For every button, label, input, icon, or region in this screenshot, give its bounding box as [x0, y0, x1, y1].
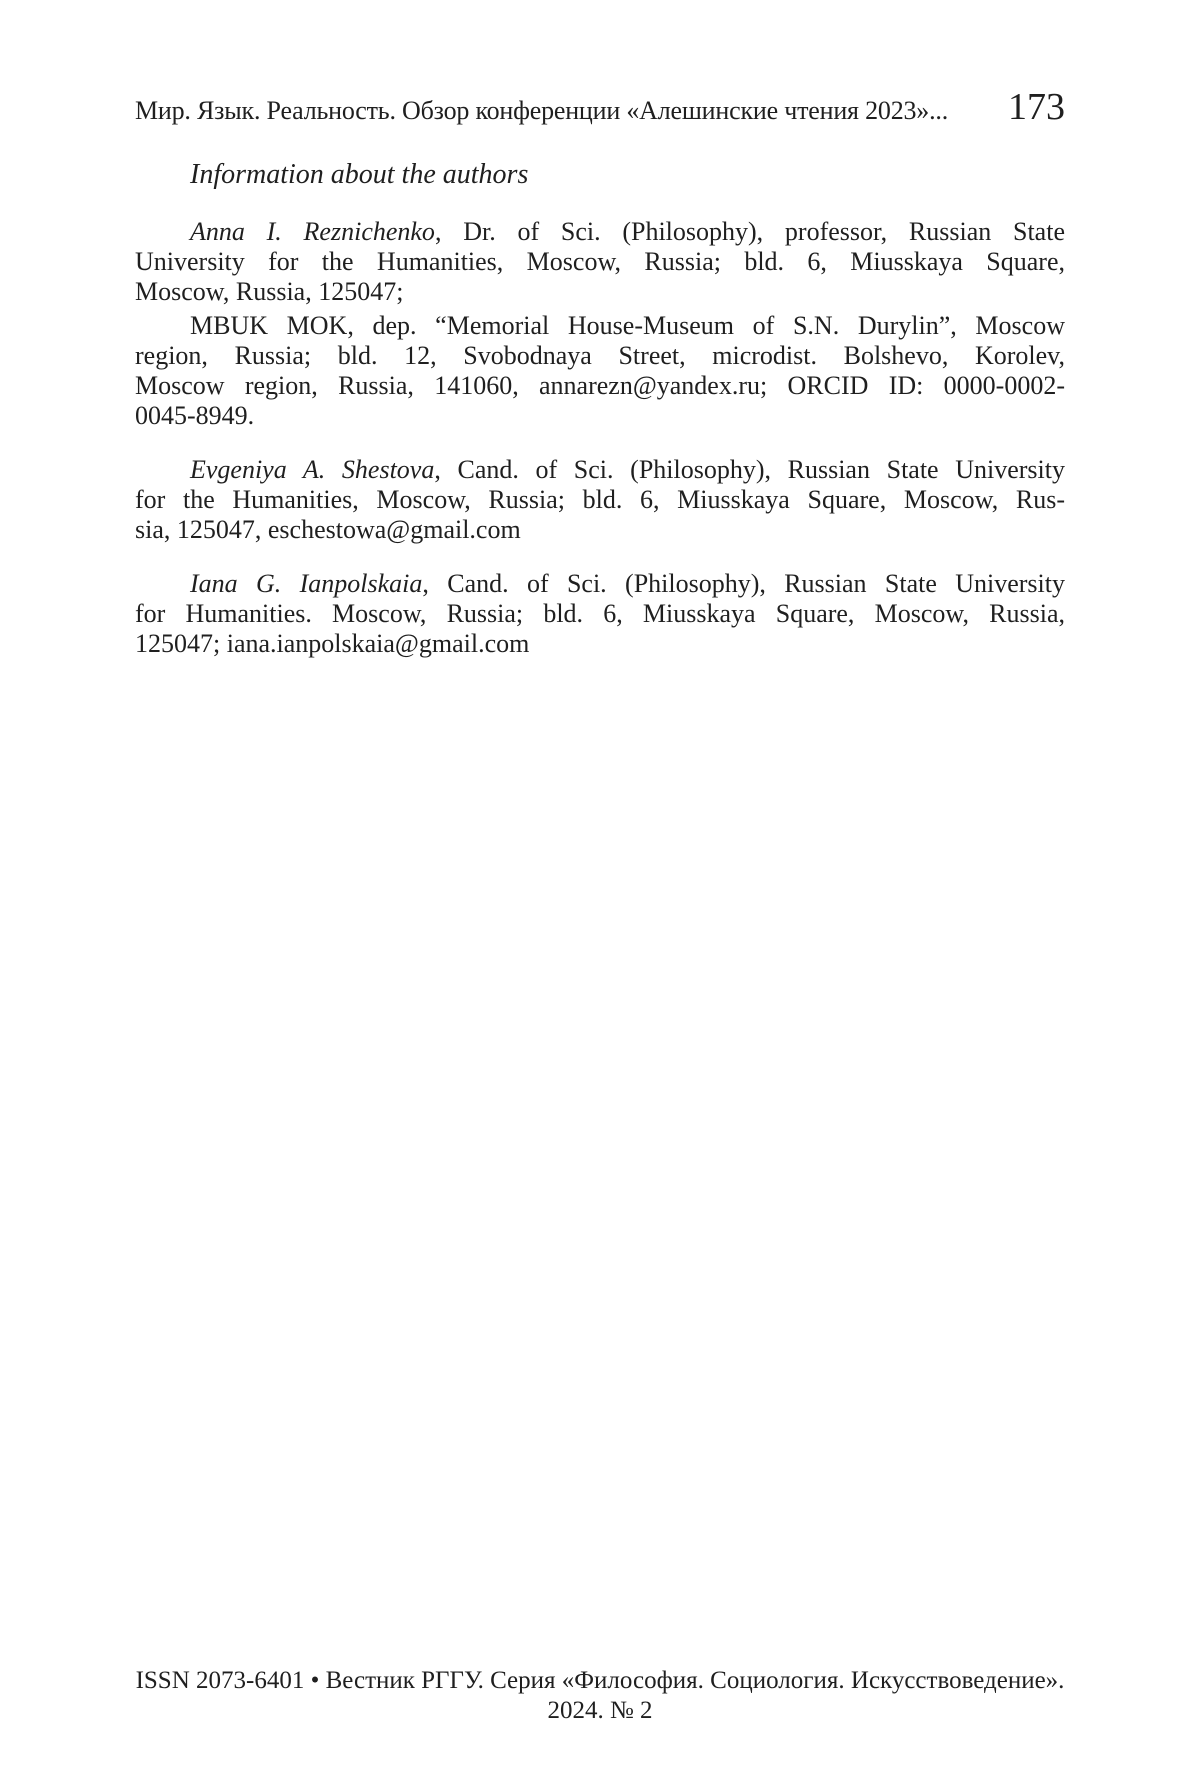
- running-title: Мир. Язык. Реальность. Обзор конференции «Алешинские чтения 2023»...: [135, 96, 949, 125]
- page-header: [135, 85, 1065, 129]
- page-number: 173: [1008, 86, 1065, 128]
- section-title: Information about the authors: [190, 159, 529, 190]
- text-line: 125047; iana.ianpolskaia@gmail.com: [135, 629, 530, 658]
- authors-section: [135, 217, 1065, 659]
- text-line: Moscow region, Russia, 141060, annarezn@yandex.ru; ORCID ID: 0000-0002-: [135, 371, 1065, 400]
- author-first-line-rest: , Cand. of Sci. (Philosophy), Russian State University: [422, 569, 1065, 598]
- page-footer: [135, 1666, 1065, 1726]
- author-first-line: [135, 311, 1065, 341]
- author-first-line: [135, 455, 1065, 485]
- text-line: Moscow, Russia, 125047;: [135, 277, 404, 306]
- footer-issue-line: 2024. № 2: [547, 1697, 653, 1724]
- author-name: Evgeniya A. Shestova: [190, 455, 435, 484]
- author-first-line-rest: , Cand. of Sci. (Philosophy), Russian State University: [434, 455, 1066, 484]
- author-first-line-rest: , Dr. of Sci. (Philosophy), professor, Russian State: [434, 217, 1065, 246]
- author-name: Iana G. Ianpolskaia: [190, 569, 423, 598]
- text-line: University for the Humanities, Moscow, Russia; bld. 6, Miusskaya Square,: [135, 247, 1065, 276]
- text-line: for the Humanities, Moscow, Russia; bld. 6, Miusskaya Square, Moscow, Rus-: [135, 485, 1065, 514]
- author-entry-reznichenko-affiliation-2: [135, 311, 1065, 431]
- text-line: sia, 125047, eschestowa@gmail.com: [135, 515, 521, 544]
- author-name: Anna I. Reznichenko: [190, 217, 435, 246]
- footer-issn-line: ISSN 2073-6401 • Вестник РГГУ. Серия «Философия. Социология. Искусствоведение».: [135, 1667, 1065, 1694]
- author-first-line: [135, 569, 1065, 599]
- author-first-line: [135, 217, 1065, 247]
- text-line: 0045-8949.: [135, 401, 255, 430]
- author-entry-ianpolskaia: [135, 569, 1065, 659]
- text-line: for Humanities. Moscow, Russia; bld. 6, Miusskaya Square, Moscow, Russia,: [135, 599, 1065, 628]
- author-entry-reznichenko: [135, 217, 1065, 307]
- author-first-line-rest: MBUK MOK, dep. “Memorial House-Museum of S.N. Durylin”, Moscow: [190, 311, 1065, 340]
- text-line: region, Russia; bld. 12, Svobodnaya Street, microdist. Bolshevo, Korolev,: [135, 341, 1065, 370]
- author-entry-shestova: [135, 455, 1065, 545]
